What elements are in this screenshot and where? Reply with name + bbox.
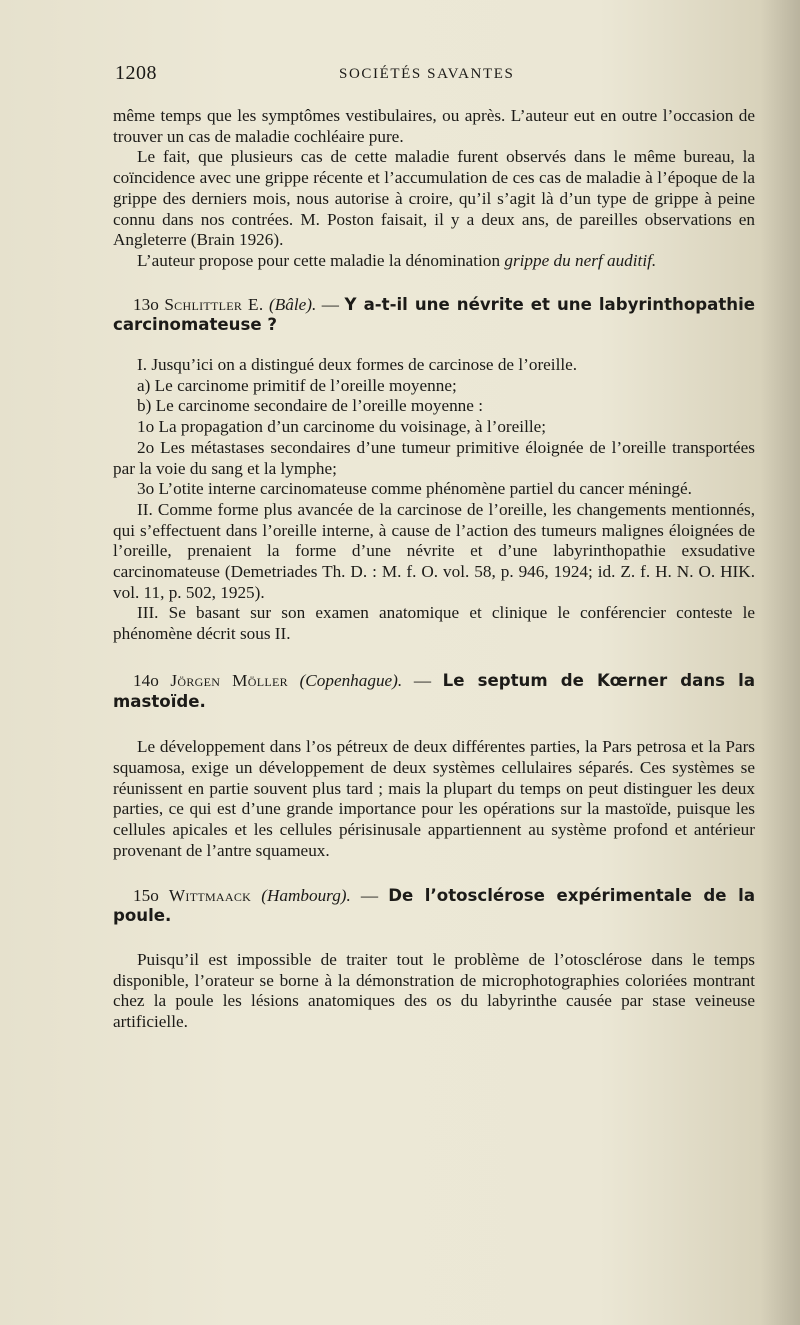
section-14-author: Jörgen Möller: [170, 670, 288, 690]
running-head: [113, 62, 755, 90]
section-13-line-2: a) Le carcinome primitif de l’oreille moyenne;: [137, 375, 457, 395]
section-13-line-1: I. Jusqu’ici on a distingué deux formes de carcinose de l’oreille.: [137, 355, 578, 375]
section-15-heading: [113, 886, 755, 927]
section-15-body: Puisqu’il est impossible de traiter tout le problème de l’otosclérose dans le temps disponible, l’orateur se borne à la démonstration de microphotographies coloriées montrant chez la poule les lésions anatomiques des os du labyrinthe causée par stase veineuse artificielle.: [113, 949, 755, 1032]
section-15-city: (Hambourg).: [261, 885, 351, 905]
section-13-line-4: 1o La propagation d’un carcinome du voisinage, à l’oreille;: [137, 417, 547, 437]
section-15-number: 15o: [133, 885, 159, 905]
section-13-dash: —: [321, 294, 339, 314]
section-13-number: 13o: [133, 294, 159, 314]
page-number: 1208: [115, 62, 157, 84]
section-14-city: (Copenhague).: [299, 670, 403, 690]
section-15-title: De l’otosclérose expérimentale de la poule.: [113, 885, 756, 926]
section-13-line-8: III. Se basant sur son examen anatomique et clinique le conférencier conteste le phénomène décrit sous II.: [113, 603, 755, 644]
section-13-line-7: II. Comme forme plus avancée de la carcinose de l’oreille, les changements mentionnés, qui s’effectuent dans l’oreille interne, à cause de l’action des tumeurs malignes éloignées de l’oreille, prenaient la forme d’une névrite et d’une labyrinthopathie exsudative carcinomateuse (Demetriades Th. D. : M. f. O. vol. 58, p. 946, 1924; id. Z. f. H. N. O. HIK. vol. 11, p. 502, 1925).: [113, 499, 755, 602]
section-13-line-3: b) Le carcinome secondaire de l’oreille moyenne :: [137, 396, 483, 416]
section-13-author: Schlittler E.: [164, 294, 264, 314]
intro-paragraph-3: [113, 251, 755, 272]
section-14-number: 14o: [133, 670, 159, 690]
section-15-author: Wittmaack: [168, 885, 252, 905]
section-13-line-5: 2o Les métastases secondaires d’une tumeur primitive éloignée de l’oreille transportées par la voie du sang et la lymphe;: [113, 437, 755, 478]
section-15-dash: —: [360, 885, 379, 905]
section-14-body: Le développement dans l’os pétreux de deux différentes parties, la Pars petrosa et la Pars squamosa, exige un développement de deux systèmes cellulaires séparés. Ces systèmes se réunissent en partie souvent plus tard ; mais la plupart du temps on peut distinguer les deux parties, ce qui est d’une grande importance pour les opérations sur la mastoïde, puisque les cellules apicales et les cellules périsinusale appartiennent au système profond et antérieur provenant de l’antre squameux.: [113, 737, 755, 860]
section-13-heading: [113, 295, 755, 336]
section-13-city: (Bâle).: [269, 294, 317, 314]
intro-paragraph-3-text: L’auteur propose pour cette maladie la dénomination: [137, 250, 501, 270]
section-14-title: Le septum de Kœrner dans la mastoïde.: [113, 670, 756, 711]
section-14-heading: [113, 671, 755, 712]
intro-paragraph-1: même temps que les symptômes vestibulaires, ou après. L’auteur eut en outre l’occasion de trouver un cas de maladie cochléaire pure.: [113, 106, 755, 146]
section-14-dash: —: [413, 670, 432, 690]
running-title: SOCIÉTÉS SAVANTES: [339, 66, 515, 82]
page-content: [113, 62, 755, 1033]
section-13-title: Y a-t-il une névrite et une labyrinthopathie carcinomateuse ?: [113, 294, 756, 335]
intro-paragraph-2: Le fait, que plusieurs cas de cette maladie furent observés dans le même bureau, la coïncidence avec une grippe récente et l’accumulation de ces cas de maladie à l’époque de la grippe des derniers mois, nous autorise à croire, qu’il s’agit là d’un type de grippe à peine connu dans nos contrées. M. Poston faisait, il y a deux ans, de pareilles observations en Angleterre (Brain 1926).: [113, 147, 755, 250]
grippe-term: grippe du nerf auditif.: [504, 250, 657, 270]
section-13-line-6: 3o L’otite interne carcinomateuse comme phénomène partiel du cancer méningé.: [137, 479, 692, 499]
